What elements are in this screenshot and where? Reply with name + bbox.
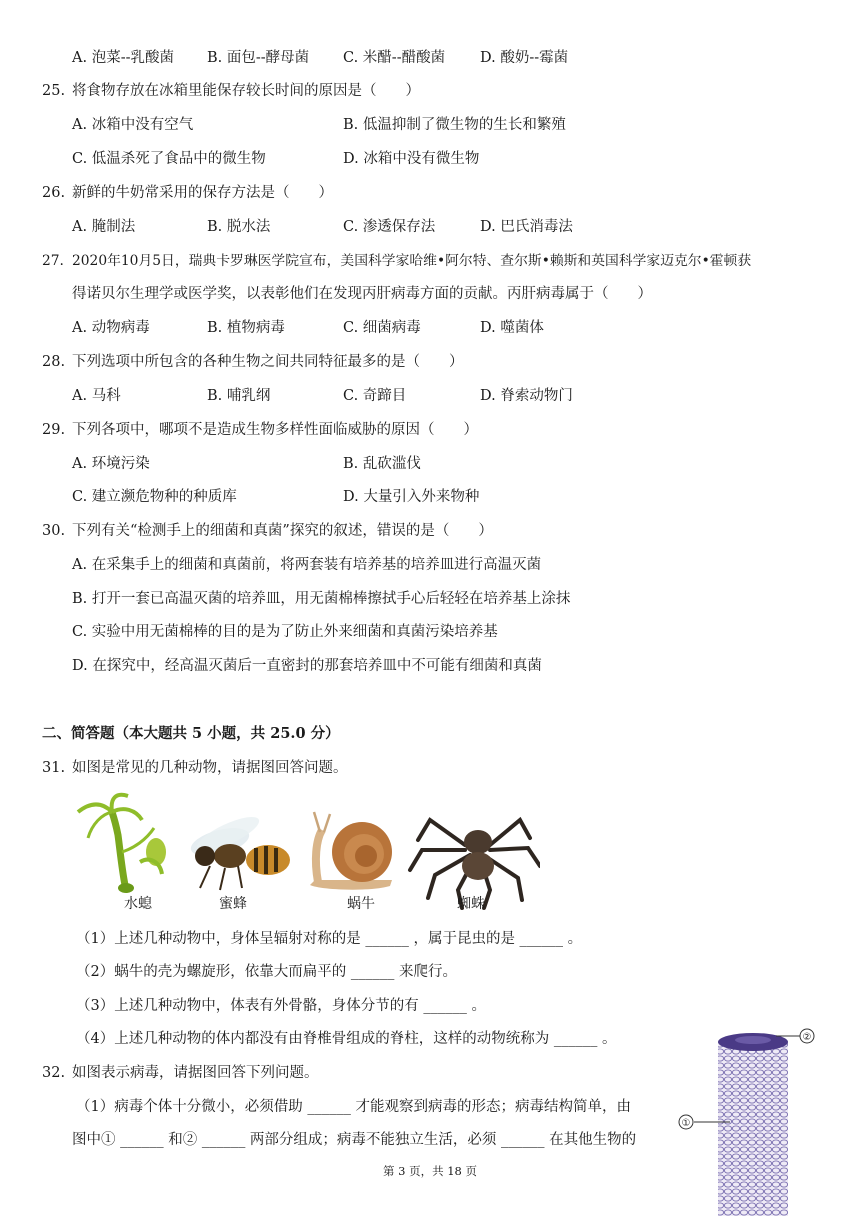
q26-option-d: D. 巴氏消毒法 — [480, 219, 573, 235]
question-25 — [42, 81, 420, 101]
q32-part-1-line-1: （1）病毒个体十分微小，必须借助 ______ 才能观察到病毒的形态；病毒结构简单，由 — [76, 1099, 631, 1115]
q31-part-3: （3）上述几种动物中，体表有外骨骼，身体分节的有 ______ 。 — [76, 998, 486, 1014]
question-31 — [42, 758, 348, 778]
spider-abdomen — [462, 852, 494, 880]
q29-option-b: B. 乱砍滥伐 — [343, 456, 421, 472]
question-28 — [42, 352, 464, 372]
question-26 — [42, 183, 333, 203]
caption-spider: 蜘蛛 — [457, 896, 485, 912]
question-27-stem-line-2: 得诺贝尔生理学或医学奖，以表彰他们在发现丙肝病毒方面的贡献。丙肝病毒属于（ ） — [72, 286, 652, 302]
question-stem: 下列有关“检测手上的细菌和真菌”探究的叙述，错误的是（ ） — [72, 523, 493, 539]
q30-option-c: C. 实验中用无菌棉棒的目的是为了防止外来细菌和真菌污染培养基 — [72, 624, 498, 640]
q25-option-b: B. 低温抑制了微生物的生长和繁殖 — [343, 117, 566, 133]
q29-option-d: D. 大量引入外来物种 — [343, 489, 480, 505]
bee-image — [188, 811, 290, 890]
hydra-image — [78, 795, 166, 893]
question-number: 25. — [42, 83, 66, 99]
question-30 — [42, 521, 493, 541]
q26-option-b: B. 脱水法 — [207, 219, 271, 235]
label-1: ① — [681, 1118, 691, 1129]
label-2: ② — [802, 1032, 812, 1043]
q24-option-b: B. 面包--酵母菌 — [207, 50, 310, 66]
q32-part-1-line-2: 图中① ______ 和② ______ 两部分组成；病毒不能独立生活，必须 ______ 在其他生物的 — [72, 1132, 637, 1148]
q27-option-b: B. 植物病毒 — [207, 320, 285, 336]
caption-hydra: 水螅 — [124, 896, 152, 912]
question-stem-line-1: 2020年10月5日，瑞典卡罗琳医学院宣布，美国科学家哈维•阿尔特、查尔斯•赖斯和英国科学家迈克尔•霍顿获 — [72, 253, 752, 269]
question-number: 28. — [42, 354, 66, 370]
question-number: 31. — [42, 760, 66, 776]
q27-option-a: A. 动物病毒 — [72, 320, 150, 336]
question-stem: 将食物存放在冰箱里能保存较长时间的原因是（ ） — [72, 83, 420, 99]
question-number: 27. — [42, 253, 64, 269]
question-29 — [42, 420, 478, 440]
q25-option-c: C. 低温杀死了食品中的微生物 — [72, 151, 266, 167]
caption-snail: 蜗牛 — [347, 896, 375, 912]
q31-part-1: （1）上述几种动物中，身体呈辐射对称的是 ______ ，属于昆虫的是 ______ 。 — [76, 931, 583, 947]
q30-option-a: A. 在采集手上的细菌和真菌前，将两套装有培养基的培养皿进行高温灭菌 — [72, 557, 542, 573]
q24-option-a: A. 泡菜--乳酸菌 — [72, 50, 174, 66]
q29-option-a: A. 环境污染 — [72, 456, 150, 472]
q26-option-a: A. 腌制法 — [72, 219, 136, 235]
q30-option-b: B. 打开一套已高温灭菌的培养皿，用无菌棉棒擦拭手心后轻轻在培养基上涂抹 — [72, 591, 571, 607]
q27-option-d: D. 噬菌体 — [480, 320, 544, 336]
virus-figure — [676, 1020, 856, 1216]
section-title: 二、简答题（本大题共 5 小题，共 25.0 分） — [42, 725, 340, 742]
snail-image — [310, 812, 392, 890]
q24-option-d: D. 酸奶--霉菌 — [480, 50, 569, 66]
caption-bee: 蜜蜂 — [219, 896, 247, 912]
q25-option-a: A. 冰箱中没有空气 — [72, 117, 194, 133]
q31-part-2: （2）蜗牛的壳为螺旋形，依靠大而扁平的 ______ 来爬行。 — [76, 964, 457, 980]
q25-option-d: D. 冰箱中没有微生物 — [343, 151, 480, 167]
question-27 — [42, 251, 751, 271]
question-stem: 如图表示病毒，请据图回答下列问题。 — [72, 1065, 319, 1081]
q24-option-c: C. 米醋--醋酸菌 — [343, 50, 446, 66]
q26-option-c: C. 渗透保存法 — [343, 219, 436, 235]
q28-option-d: D. 脊索动物门 — [480, 388, 573, 404]
question-number: 32. — [42, 1065, 66, 1081]
question-number: 30. — [42, 523, 66, 539]
q29-option-c: C. 建立濒危物种的种质库 — [72, 489, 237, 505]
q28-option-c: C. 奇蹄目 — [343, 388, 407, 404]
question-stem: 如图是常见的几种动物，请据图回答问题。 — [72, 760, 348, 776]
question-stem: 下列各项中，哪项不是造成生物多样性面临威胁的原因（ ） — [72, 422, 478, 438]
question-stem: 新鲜的牛奶常采用的保存方法是（ ） — [72, 185, 333, 201]
q31-part-4: （4）上述几种动物的体内都没有由脊椎骨组成的脊柱，这样的动物统称为 ______ 。 — [76, 1031, 617, 1047]
spider-body — [464, 830, 492, 854]
q28-option-b: B. 哺乳纲 — [207, 388, 271, 404]
q30-option-d: D. 在探究中，经高温灭菌后一直密封的那套培养皿中不可能有细菌和真菌 — [72, 658, 542, 674]
page-footer: 第 3 页，共 18 页 — [382, 1164, 478, 1178]
question-stem: 下列选项中所包含的各种生物之间共同特征最多的是（ ） — [72, 354, 464, 370]
question-number: 29. — [42, 422, 66, 438]
question-32 — [42, 1063, 319, 1083]
q27-option-c: C. 细菌病毒 — [343, 320, 421, 336]
question-number: 26. — [42, 185, 66, 201]
q28-option-a: A. 马科 — [72, 388, 121, 404]
